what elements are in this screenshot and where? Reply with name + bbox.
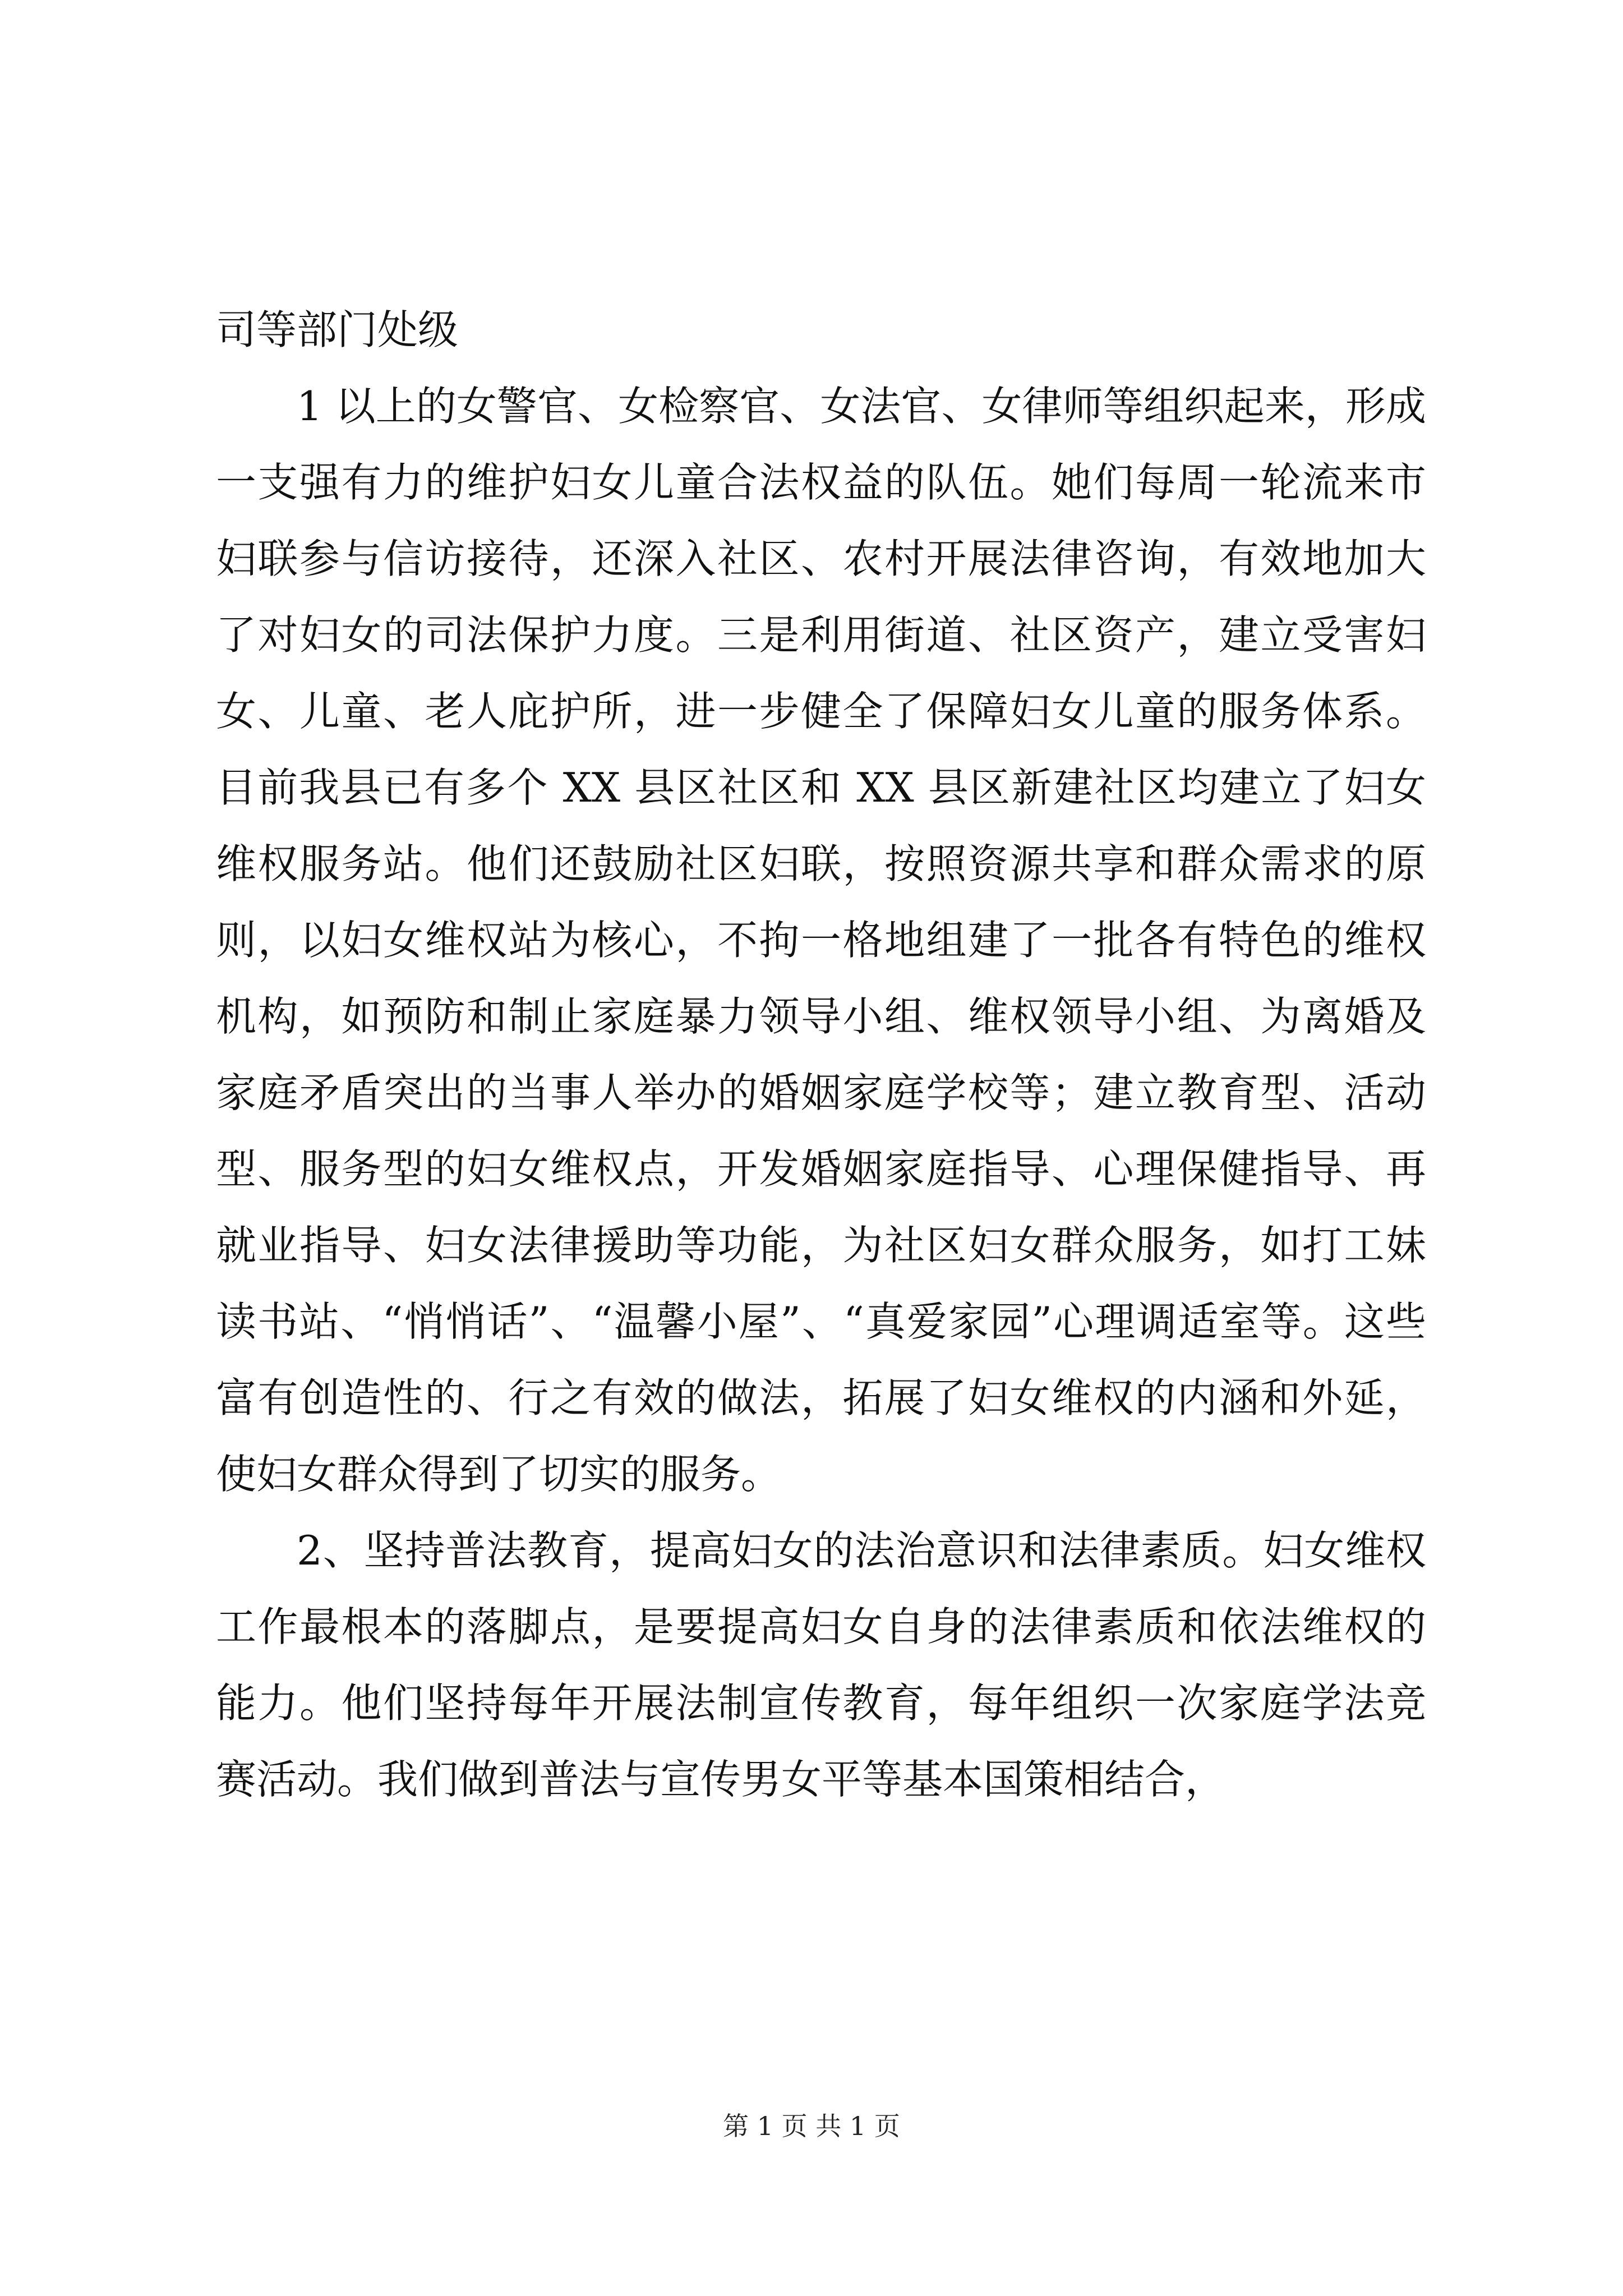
paragraph-2: 2、坚持普法教育，提高妇女的法治意识和法律素质。妇女维权工作最根本的落脚点，是要提高妇女自身的法律素质和依法维权的能力。他们坚持每年开展法制宣传教育，每年组织一次家庭学法竞赛活动。我们做到普法与宣传男女平等基本国策相结合， bbox=[216, 1527, 1426, 1803]
page-footer: 第 1 页 共 1 页 bbox=[723, 2111, 900, 2141]
document-body bbox=[216, 292, 1426, 1818]
paragraph-1: 1 以上的女警官、女检察官、女法官、女律师等组织起来，形成一支强有力的维护妇女儿童合法权益的队伍。她们每周一轮流来市妇联参与信访接待，还深入社区、农村开展法律咨询，有效地加大了对妇女的司法保护力度。三是利用街道、社区资产，建立受害妇女、儿童、老人庇护所，进一步健全了保障妇女儿童的服务体系。目前我县已有多个 XX 县区社区和 XX 县区新建社区均建立了妇女维权服务站。他们还鼓励社区妇联，按照资源共享和群众需求的原则，以妇女维权站为核心，不拘一格地组建了一批各有特色的维权机构，如预防和制止家庭暴力领导小组、维权领导小组、为离婚及家庭矛盾突出的当事人举办的婚姻家庭学校等；建立教育型、活动型、服务型的妇女维权点，开发婚姻家庭指导、心理保健指导、再就业指导、妇女法律援助等功能，为社区妇女群众服务，如打工妹读书站、“悄悄话”、“温馨小屋”、“真爱家园”心理调适室等。这些富有创造性的、行之有效的做法，拓展了妇女维权的内涵和外延，使妇女群众得到了切实的服务。 bbox=[216, 383, 1426, 1498]
continued-line: 司等部门处级 bbox=[216, 306, 459, 353]
